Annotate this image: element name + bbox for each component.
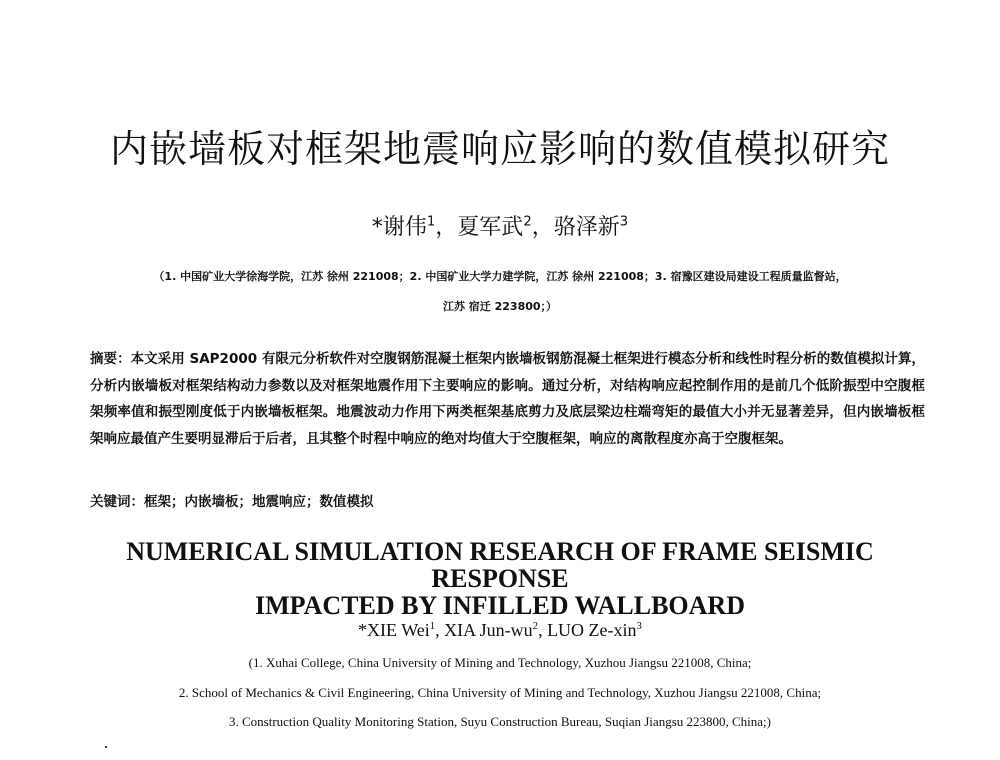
author-name: LUO Ze-xin bbox=[547, 620, 637, 640]
author-name: 骆泽新 bbox=[553, 215, 620, 240]
author-separator: ， bbox=[435, 215, 458, 240]
author-affil-number: 2 bbox=[532, 620, 539, 632]
keywords-label: 关键词： bbox=[90, 494, 144, 510]
author-mark: * bbox=[371, 215, 383, 240]
author-affil-number: 1 bbox=[426, 214, 436, 230]
author-affil-number: 1 bbox=[429, 620, 436, 632]
author-separator: ， bbox=[531, 215, 554, 240]
author-name: 谢伟 bbox=[382, 215, 427, 240]
abstract bbox=[90, 346, 925, 452]
author-separator: , bbox=[538, 620, 548, 640]
english-title-line: NUMERICAL SIMULATION RESEARCH OF FRAME SEISMIC RESPONSE bbox=[126, 537, 874, 593]
chinese-title: 内嵌墙板对框架地震响应影响的数值模拟研究 bbox=[109, 127, 890, 171]
affiliation-line: （1. 中国矿业大学徐海学院，江苏 徐州 221008；2. 中国矿业大学力建学院，江苏 徐州 221008；3. 宿豫区建设局建设工程质量监督站， bbox=[153, 270, 847, 283]
author-affil-number: 3 bbox=[636, 620, 642, 632]
english-affiliation-3: 3. Construction Quality Monitoring Station, Suyu Construction Bureau, Suqian Jiangsu 223800, China;) bbox=[228, 714, 771, 729]
abstract-text: 本文采用 SAP2000 有限元分析软件对空腹钢筋混凝土框架内嵌墙板钢筋混凝土框架进行模态分析和线性时程分析的数值模拟计算，分析内嵌墙板对框架结构动力参数以及对框架地震作用下主要响应的影响。通过分析，对结构响应起控制作用的是前几个低阶振型中空腹框架频率值和振型刚度低于内嵌墙板框架。地震波动力作用下两类框架基底剪力及底层梁边柱端弯矩的最值大小并无显著差异，但内嵌墙板框架响应最值产生要明显滞后于后者，且其整个时程中响应的绝对均值大于空腹框架，响应的离散程度亦高于空腹框架。 bbox=[90, 351, 925, 447]
author-separator: , bbox=[435, 620, 445, 640]
chinese-affiliations bbox=[60, 262, 940, 322]
author-name: 夏军武 bbox=[457, 215, 524, 240]
author-affil-number: 3 bbox=[619, 214, 629, 230]
keywords bbox=[90, 490, 925, 510]
english-title bbox=[60, 538, 940, 619]
author-name: XIA Jun-wu bbox=[444, 620, 533, 640]
author-affil-number: 2 bbox=[523, 214, 532, 230]
author-mark: * bbox=[358, 620, 368, 640]
scan-speck bbox=[105, 746, 107, 748]
keywords-text: 框架；内嵌墙板；地震响应；数值模拟 bbox=[144, 494, 374, 510]
english-title-line: IMPACTED BY INFILLED WALLBOARD bbox=[255, 591, 745, 620]
english-authors bbox=[0, 620, 1000, 641]
chinese-authors bbox=[0, 210, 1000, 241]
author-name: XIE Wei bbox=[367, 620, 430, 640]
abstract-label: 摘要： bbox=[90, 351, 131, 367]
english-affiliation-1: (1. Xuhai College, China University of Mining and Technology, Xuzhou Jiangsu 221008, China; bbox=[248, 655, 752, 670]
affiliation-line: 江苏 宿迁 223800；） bbox=[442, 300, 558, 313]
english-affiliation-2: 2. School of Mechanics & Civil Engineering, China University of Mining and Technology, Xuzhou Jiangsu 221008, China; bbox=[178, 685, 822, 700]
